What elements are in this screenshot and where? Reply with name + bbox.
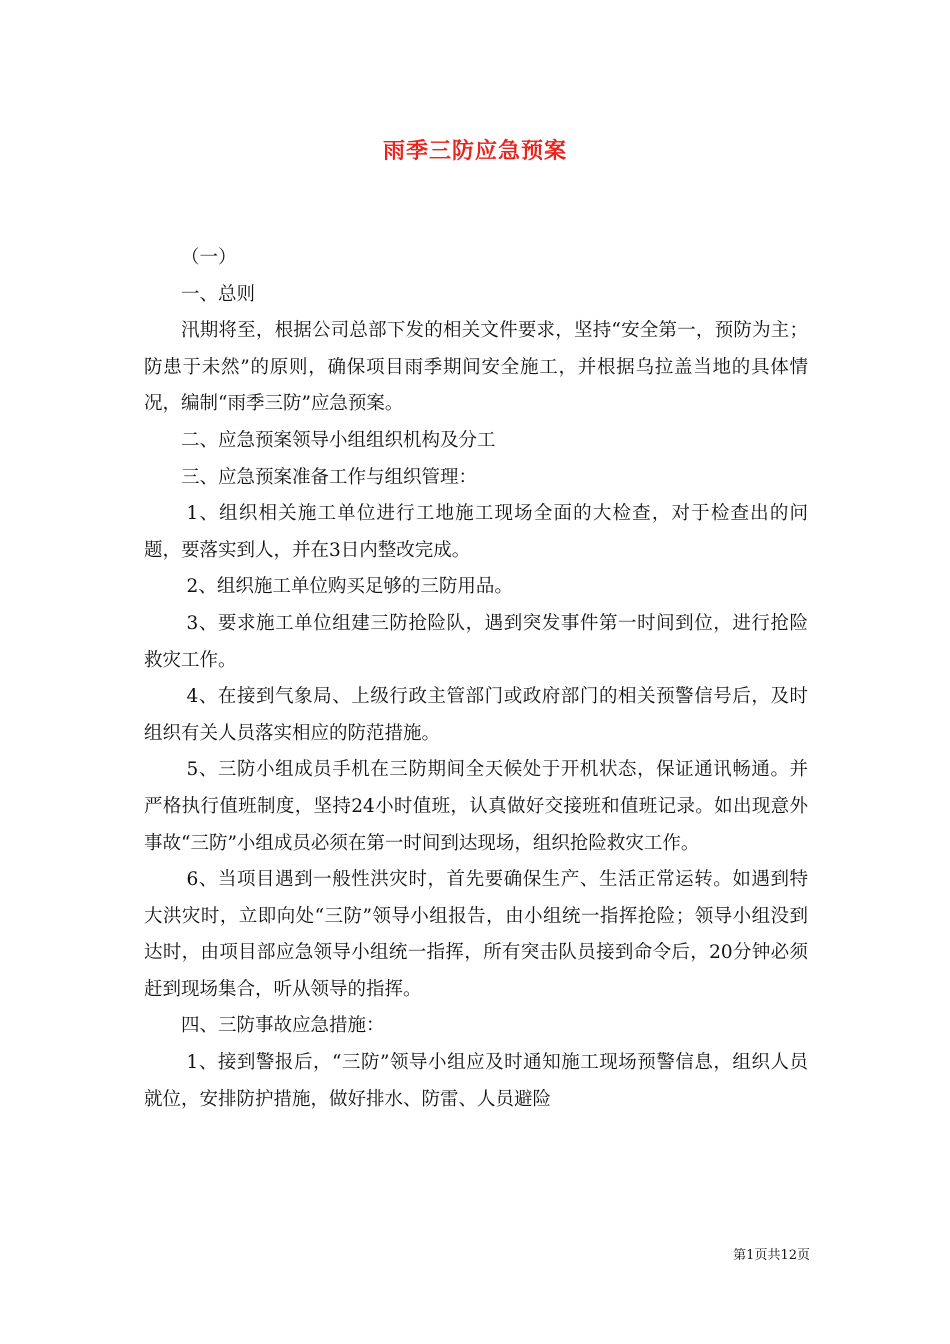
paragraph-section-marker: （一） <box>181 247 237 268</box>
document-title: 雨季三防应急预案 <box>382 138 567 164</box>
paragraph-preparation-item-4: 4、在接到气象局、上级行政主管部门或政府部门的相关预警信号后，及时组织有关人员落实相应的防范措施。 <box>144 686 808 744</box>
document-body <box>144 240 808 1118</box>
paragraph-preparation-item-1: 1、组织相关施工单位进行工地施工现场全面的大检查，对于检查出的问题，要落实到人，并在3日内整改完成。 <box>144 503 808 561</box>
heading-general-principles: 一、总则 <box>181 283 256 305</box>
paragraph-preparation-item-3: 3、要求施工单位组建三防抢险队，遇到突发事件第一时间到位，进行抢险救灾工作。 <box>144 612 808 671</box>
heading-preparation-work: 三、应急预案准备工作与组织管理： <box>181 466 478 488</box>
heading-emergency-measures: 四、三防事故应急措施： <box>181 1015 385 1037</box>
page-number: 第1页共12页 <box>733 1248 810 1263</box>
paragraph-preparation-item-2: 2、组织施工单位购买足够的三防用品。 <box>186 576 513 598</box>
paragraph-preparation-item-5: 5、三防小组成员手机在三防期间全天候处于开机状态，保证通讯畅通。并严格执行值班制度，坚持24小时值班，认真做好交接班和值班记录。如出现意外事故“三防”小组成员必须在第一时间到达现场，组织抢险救灾工作。 <box>144 759 808 854</box>
paragraph-general-principles: 汛期将至，根据公司总部下发的相关文件要求，坚持“安全第一，预防为主；防患于未然”的原则，确保项目雨季期间安全施工，并根据乌拉盖当地的具体情况，编制“雨季三防”应急预案。 <box>144 320 808 415</box>
paragraph-preparation-item-6: 6、当项目遇到一般性洪灾时，首先要确保生产、生活正常运转。如遇到特大洪灾时，立即向处“三防”领导小组报告，由小组统一指挥抢险；领导小组没到达时，由项目部应急领导小组统一指挥，所有突击队员接到命令后，20分钟必须赶到现场集合，听从领导的指挥。 <box>144 869 808 1000</box>
heading-leadership-group: 二、应急预案领导小组组织机构及分工 <box>181 429 496 451</box>
paragraph-emergency-item-1: 1、接到警报后，“三防”领导小组应及时通知施工现场预警信息，组织人员就位，安排防护措施，做好排水、防雷、人员避险 <box>144 1052 808 1110</box>
